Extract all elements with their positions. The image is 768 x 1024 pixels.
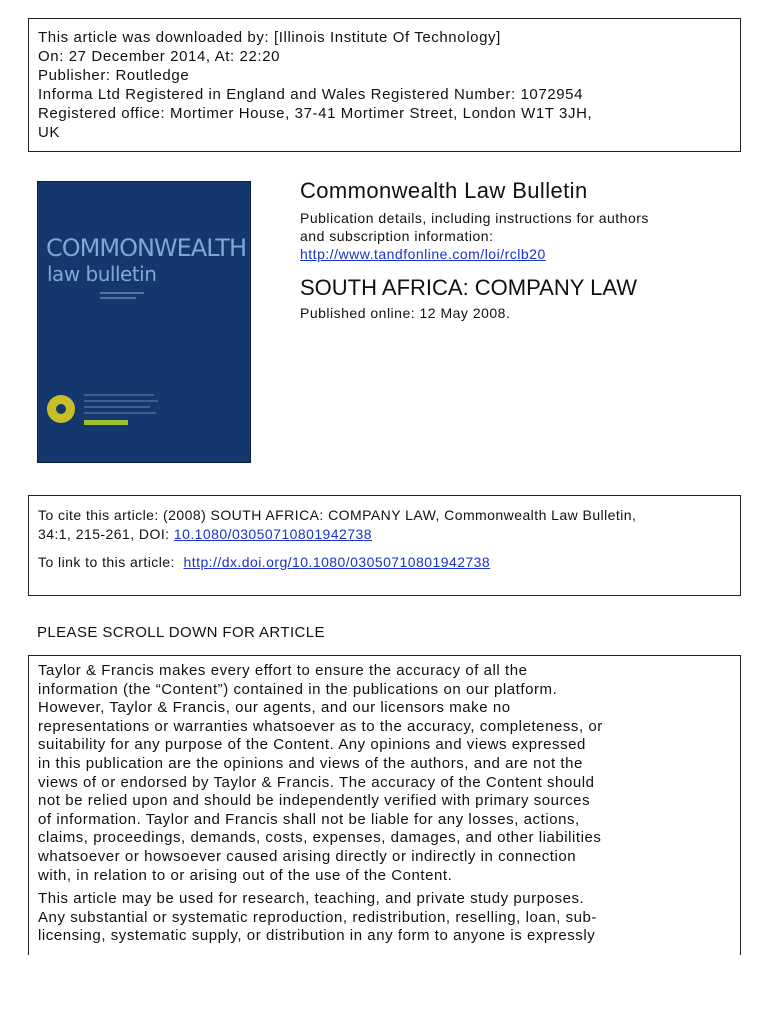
doi-link[interactable]: 10.1080/03050710801942738 (173, 526, 372, 542)
disclaimer-text-line: with, in relation to or arising out of the use of the Content. (38, 866, 453, 884)
cover-decoration (84, 412, 156, 414)
disclaimer-box (28, 655, 741, 955)
disclaimer-text-line: of information. Taylor and Francis shall not be liable for any losses, actions, (38, 810, 580, 828)
cover-decoration (100, 292, 144, 294)
cover-logo-icon (47, 395, 75, 423)
article-link-label: To link to this article: (38, 554, 180, 570)
scroll-notice: PLEASE SCROLL DOWN FOR ARTICLE (37, 624, 325, 641)
disclaimer-text-line: not be relied upon and should be independently verified with primary sources (38, 792, 591, 810)
registered-office-line: Registered office: Mortimer House, 37-41 Mortimer Street, London W1T 3JH, (38, 105, 593, 122)
cover-decoration (84, 394, 154, 396)
download-date-line: On: 27 December 2014, At: 22:20 (38, 48, 281, 65)
disclaimer-text-line: However, Taylor & Francis, our agents, and our licensors make no (38, 699, 511, 717)
journal-cover-image (37, 181, 251, 463)
cover-decoration (84, 400, 158, 402)
disclaimer-text-line: views of or endorsed by Taylor & Francis. The accuracy of the Content should (38, 773, 595, 791)
published-date: Published online: 12 May 2008. (300, 305, 511, 321)
journal-title: Commonwealth Law Bulletin (300, 178, 588, 203)
usage-text-line: Any substantial or systematic reproduction, redistribution, reselling, loan, sub- (38, 908, 597, 926)
citation-doi-line (38, 525, 731, 544)
article-link-line (38, 553, 731, 572)
disclaimer-text-line: claims, proceedings, demands, costs, expenses, damages, and other liabilities (38, 829, 602, 847)
cover-subtitle: law bulletin (47, 262, 157, 286)
registration-line: Informa Ltd Registered in England and Wales Registered Number: 1072954 (38, 86, 584, 103)
publication-details-line: Publication details, including instructions for authors (300, 210, 649, 226)
citation-prefix: 34:1, 215-261, DOI: (38, 526, 174, 542)
usage-text-line: licensing, systematic supply, or distribution in any form to anyone is expressly (38, 927, 596, 945)
disclaimer-text-line: representations or warranties whatsoever as to the accuracy, completeness, or (38, 717, 603, 735)
journal-url-link[interactable]: http://www.tandfonline.com/loi/rclb20 (300, 246, 546, 262)
disclaimer-text-line: in this publication are the opinions and views of the authors, and are not the (38, 754, 583, 772)
disclaimer-text-line: information (the “Content”) contained in the publications on our platform. (38, 680, 558, 698)
disclaimer-text-line: Taylor & Francis makes every effort to ensure the accuracy of all the (38, 662, 528, 679)
journal-url-line (300, 245, 546, 263)
article-title: SOUTH AFRICA: COMPANY LAW (300, 275, 637, 300)
article-link[interactable]: http://dx.doi.org/10.1080/03050710801942738 (183, 554, 491, 570)
citation-box (28, 495, 741, 596)
cover-decoration (84, 406, 150, 408)
usage-text-line: This article may be used for research, teaching, and private study purposes. (38, 890, 585, 908)
publication-details-line: and subscription information: (300, 228, 494, 244)
download-info-box (28, 18, 741, 152)
cover-publisher-mark (84, 420, 128, 425)
disclaimer-text-line: whatsoever or howsoever caused arising directly or indirectly in connection (38, 847, 577, 865)
citation-line: To cite this article: (2008) SOUTH AFRICA: COMPANY LAW, Commonwealth Law Bulletin, (38, 507, 637, 523)
publisher-line: Publisher: Routledge (38, 67, 190, 84)
disclaimer-text-line: suitability for any purpose of the Content. Any opinions and views expressed (38, 736, 586, 754)
registered-office-country-line: UK (38, 124, 61, 141)
cover-title: COMMONWEALTH (46, 234, 246, 262)
cover-decoration (100, 297, 136, 299)
download-info-line: This article was downloaded by: [Illinois Institute Of Technology] (38, 29, 501, 46)
